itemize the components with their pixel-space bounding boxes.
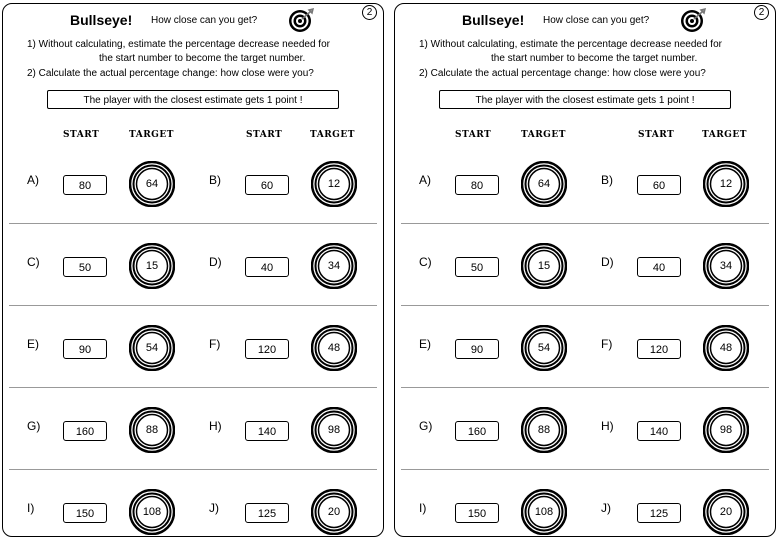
question-label: F): [209, 337, 221, 351]
target-bullseye: [521, 407, 567, 453]
target-bullseye: [703, 325, 749, 371]
question-label: D): [601, 255, 614, 269]
start-number-box: 50: [455, 257, 499, 277]
start-number-box: 150: [63, 503, 107, 523]
target-number: 34: [719, 260, 733, 272]
question-label: D): [209, 255, 222, 269]
target-number: 64: [145, 178, 159, 190]
target-bullseye: [521, 243, 567, 289]
question-row: [3, 305, 383, 387]
target-bullseye: [521, 325, 567, 371]
target-number: 64: [537, 178, 551, 190]
points-rule-box: The player with the closest estimate gets 1 point !: [47, 90, 339, 109]
question-row: [3, 223, 383, 305]
target-bullseye: [311, 489, 357, 535]
question-row: [3, 469, 383, 551]
question-label: B): [601, 173, 613, 187]
question-row: [395, 469, 775, 551]
target-number: 12: [327, 178, 341, 190]
instruction-2: 2) Calculate the actual percentage change: how close were you?: [27, 68, 314, 79]
question-label: J): [209, 501, 219, 515]
column-header-start: START: [638, 130, 675, 140]
question-label: H): [601, 419, 614, 433]
column-header-start: START: [63, 130, 100, 140]
worksheet-panel-left: [2, 3, 384, 537]
target-bullseye: [703, 489, 749, 535]
start-number-box: 60: [637, 175, 681, 195]
target-number: 54: [145, 342, 159, 354]
column-header-target: TARGET: [310, 130, 355, 140]
page-number-badge: 2: [362, 5, 377, 20]
start-number-box: 160: [63, 421, 107, 441]
page-number-badge: 2: [754, 5, 769, 20]
question-label: B): [209, 173, 221, 187]
target-bullseye: [311, 325, 357, 371]
start-number-box: 40: [637, 257, 681, 277]
question-row: [3, 141, 383, 223]
column-header-target: TARGET: [702, 130, 747, 140]
start-number-box: 140: [245, 421, 289, 441]
target-bullseye: [311, 407, 357, 453]
target-number: 15: [145, 260, 159, 272]
column-header-target: TARGET: [129, 130, 174, 140]
question-label: F): [601, 337, 613, 351]
target-number: 20: [327, 506, 341, 518]
question-label: G): [419, 419, 433, 433]
question-row: [395, 305, 775, 387]
question-label: E): [419, 337, 431, 351]
start-number-box: 125: [245, 503, 289, 523]
start-number-box: 50: [63, 257, 107, 277]
instruction-1-line-2: the start number to become the target number.: [99, 53, 306, 64]
worksheet-title: Bullseye!: [462, 12, 525, 28]
worksheet-subtitle: How close can you get?: [543, 15, 650, 26]
target-bullseye: [129, 489, 175, 535]
instruction-1-line-2: the start number to become the target number.: [491, 53, 698, 64]
start-number-box: 90: [63, 339, 107, 359]
dartboard-icon: [679, 6, 707, 34]
target-bullseye: [129, 407, 175, 453]
start-number-box: 40: [245, 257, 289, 277]
question-label: E): [27, 337, 39, 351]
start-number-box: 120: [637, 339, 681, 359]
question-row: [395, 141, 775, 223]
worksheet-subtitle: How close can you get?: [151, 15, 258, 26]
question-label: C): [419, 255, 432, 269]
target-number: 48: [327, 342, 341, 354]
target-bullseye: [129, 161, 175, 207]
question-label: I): [27, 501, 35, 515]
target-bullseye: [521, 161, 567, 207]
target-bullseye: [703, 161, 749, 207]
target-number: 108: [142, 506, 162, 518]
target-bullseye: [311, 243, 357, 289]
target-number: 88: [145, 424, 159, 436]
target-number: 20: [719, 506, 733, 518]
start-number-box: 125: [637, 503, 681, 523]
target-number: 15: [537, 260, 551, 272]
worksheet-title: Bullseye!: [70, 12, 133, 28]
question-label: A): [27, 173, 39, 187]
start-number-box: 80: [455, 175, 499, 195]
target-number: 98: [327, 424, 341, 436]
question-label: C): [27, 255, 40, 269]
column-header-target: TARGET: [521, 130, 566, 140]
start-number-box: 60: [245, 175, 289, 195]
question-label: G): [27, 419, 41, 433]
target-number: 98: [719, 424, 733, 436]
target-bullseye: [703, 243, 749, 289]
question-row: [395, 223, 775, 305]
start-number-box: 150: [455, 503, 499, 523]
target-number: 54: [537, 342, 551, 354]
instruction-1: [27, 38, 377, 66]
instruction-1-line-1: 1) Without calculating, estimate the percentage decrease needed for: [419, 39, 722, 50]
column-header-start: START: [455, 130, 492, 140]
target-bullseye: [521, 489, 567, 535]
instruction-1: [419, 38, 769, 66]
question-label: H): [209, 419, 222, 433]
target-number: 108: [534, 506, 554, 518]
question-label: I): [419, 501, 427, 515]
question-label: A): [419, 173, 431, 187]
question-label: J): [601, 501, 611, 515]
target-number: 34: [327, 260, 341, 272]
target-number: 88: [537, 424, 551, 436]
worksheet-panel-right: [394, 3, 776, 537]
dartboard-icon: [287, 6, 315, 34]
target-bullseye: [311, 161, 357, 207]
instruction-1-line-1: 1) Without calculating, estimate the percentage decrease needed for: [27, 39, 330, 50]
question-row: [395, 387, 775, 469]
start-number-box: 80: [63, 175, 107, 195]
target-bullseye: [129, 243, 175, 289]
column-header-start: START: [246, 130, 283, 140]
target-bullseye: [703, 407, 749, 453]
start-number-box: 160: [455, 421, 499, 441]
question-row: [3, 387, 383, 469]
target-bullseye: [129, 325, 175, 371]
points-rule-box: The player with the closest estimate gets 1 point !: [439, 90, 731, 109]
target-number: 12: [719, 178, 733, 190]
start-number-box: 120: [245, 339, 289, 359]
start-number-box: 140: [637, 421, 681, 441]
instruction-2: 2) Calculate the actual percentage change: how close were you?: [419, 68, 706, 79]
target-number: 48: [719, 342, 733, 354]
start-number-box: 90: [455, 339, 499, 359]
